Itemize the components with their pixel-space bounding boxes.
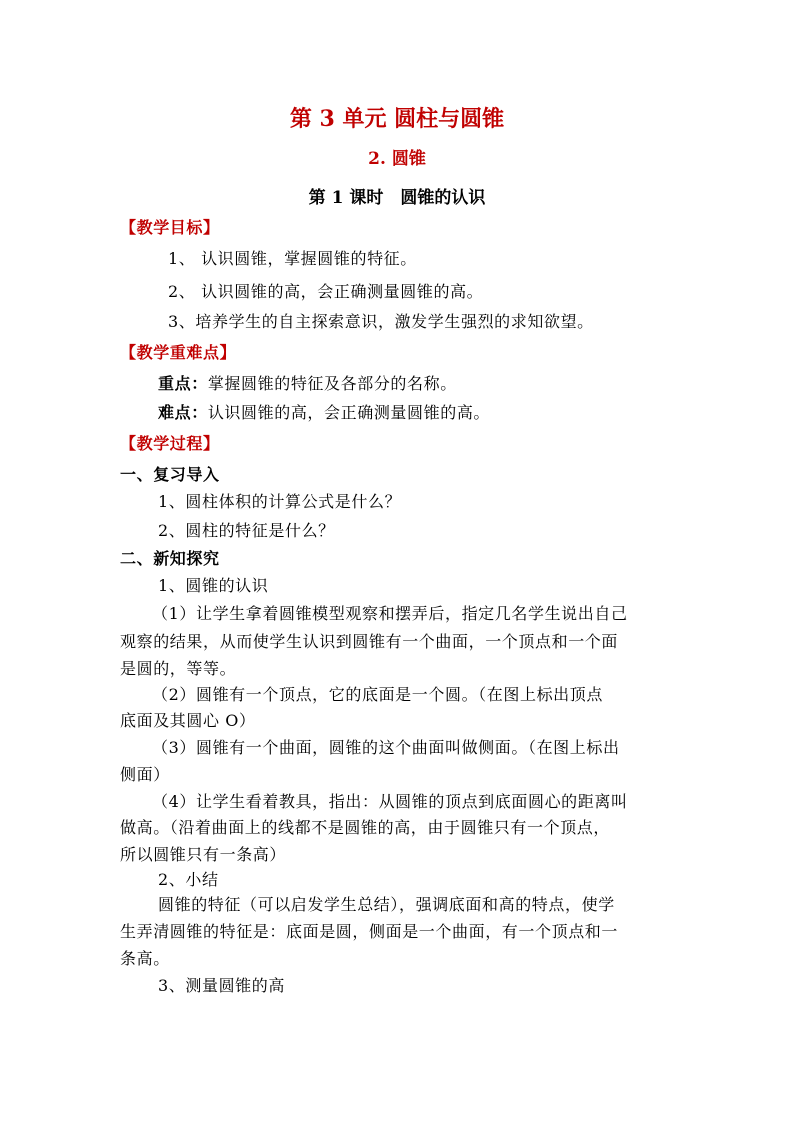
focus-label: 重点： bbox=[158, 374, 208, 393]
goal-item: 1、 认识圆锥，掌握圆锥的特征。 bbox=[168, 249, 417, 268]
subsection-title: 3、测量圆锥的高 bbox=[158, 976, 285, 995]
process-heading: 【教学过程】 bbox=[120, 434, 220, 453]
paragraph-line: 所以圆锥只有一条高） bbox=[120, 845, 287, 864]
goal-item: 3、培养学生的自主探索意识，激发学生强烈的求知欲望。 bbox=[168, 312, 594, 331]
paragraph-line: （1）让学生拿着圆锥模型观察和摆弄后，指定几名学生说出自己 bbox=[152, 604, 628, 623]
focus-line bbox=[158, 374, 457, 394]
difficulty-label: 难点： bbox=[158, 403, 208, 422]
paragraph-line: （3）圆锥有一个曲面，圆锥的这个曲面叫做侧面。（在图上标出 bbox=[152, 738, 620, 757]
paragraph-line: 侧面） bbox=[120, 765, 170, 784]
paragraph-line: 圆锥的特征（可以启发学生总结），强调底面和高的特点，使学 bbox=[158, 895, 615, 914]
part1-title: 一、复习导入 bbox=[120, 465, 220, 484]
goals-heading: 【教学目标】 bbox=[120, 218, 220, 237]
paragraph-line: 生弄清圆锥的特征是：底面是圆，侧面是一个曲面，有一个顶点和一 bbox=[120, 922, 619, 941]
paragraph-line: 条高。 bbox=[120, 949, 170, 968]
paragraph-line: （2）圆锥有一个顶点，它的底面是一个圆。（在图上标出顶点 bbox=[152, 685, 603, 704]
key-points-heading: 【教学重难点】 bbox=[120, 343, 237, 362]
subsection-title: 2、小结 bbox=[158, 870, 219, 889]
lesson-title: 第 1 课时 圆锥的认识 bbox=[308, 188, 486, 208]
paragraph-line: 是圆的，等等。 bbox=[120, 659, 237, 678]
subsection-title: 1、圆锥的认识 bbox=[158, 576, 269, 595]
paragraph-line: 观察的结果，从而使学生认识到圆锥有一个曲面，一个顶点和一个面 bbox=[120, 632, 619, 651]
review-question: 2、圆柱的特征是什么？ bbox=[158, 521, 335, 540]
unit-title: 第 3 单元 圆柱与圆锥 bbox=[289, 106, 505, 132]
section-title: 2. 圆锥 bbox=[368, 149, 426, 169]
review-question: 1、圆柱体积的计算公式是什么？ bbox=[158, 492, 402, 511]
part2-title: 二、新知探究 bbox=[120, 549, 220, 568]
difficulty-text: 认识圆锥的高，会正确测量圆锥的高。 bbox=[207, 403, 491, 422]
difficulty-line bbox=[158, 403, 490, 423]
paragraph-line: 做高。（沿着曲面上的线都不是圆锥的高，由于圆锥只有一个顶点， bbox=[120, 818, 611, 837]
goal-item: 2、 认识圆锥的高，会正确测量圆锥的高。 bbox=[168, 282, 484, 301]
focus-text: 掌握圆锥的特征及各部分的名称。 bbox=[207, 374, 457, 393]
paragraph-line: 底面及其圆心 O） bbox=[120, 711, 256, 730]
paragraph-line: （4）让学生看着教具，指出：从圆锥的顶点到底面圆心的距离叫 bbox=[152, 792, 628, 811]
